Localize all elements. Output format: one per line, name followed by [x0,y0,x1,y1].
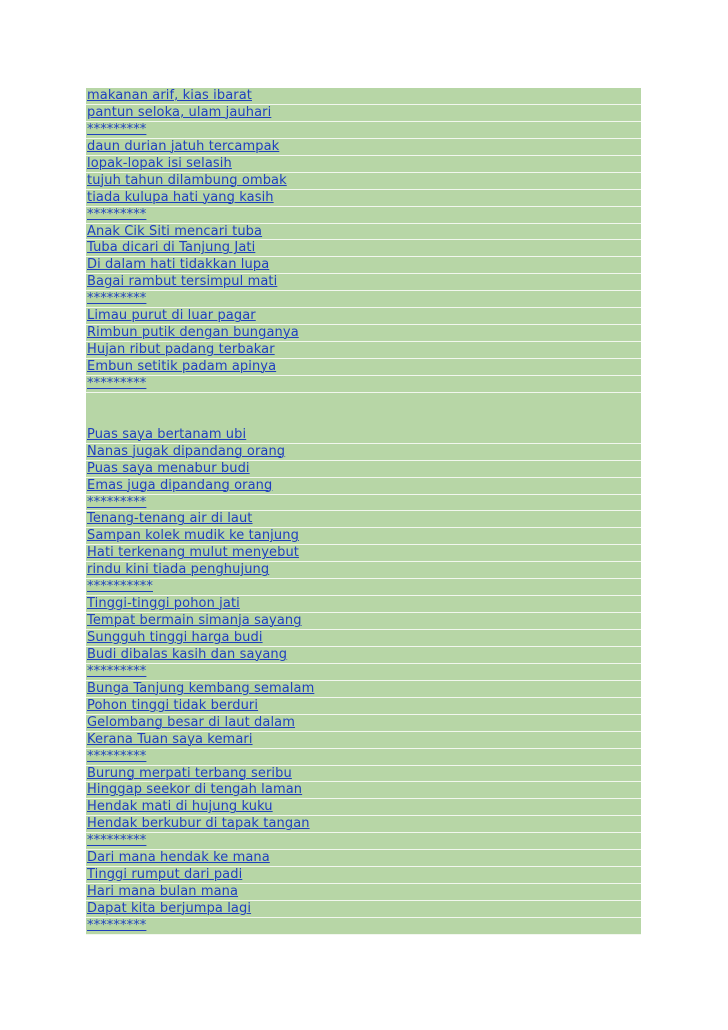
verse-line [86,647,641,664]
verse-line [86,105,641,122]
verse-link[interactable]: Embun setitik padam apinya [87,359,277,374]
verse-link[interactable]: Tinggi rumput dari padi [87,867,243,883]
verse-line [86,173,641,190]
verse-link[interactable]: Dapat kita berjumpa lagi [87,901,252,916]
verse-line [86,698,641,715]
separator-line [86,122,641,139]
separator-line [86,918,641,935]
verse-link[interactable]: Rimbun putik dengan bunganya [87,325,299,341]
verse-line [86,766,641,783]
verse-line [86,867,641,884]
verse-line [86,325,641,342]
verse-line [86,342,641,359]
verse-line [86,613,641,630]
separator-line [86,207,641,224]
verse-link[interactable]: Limau purut di luar pagar [87,308,256,324]
verse-link[interactable]: Bagai rambut tersimpul mati [87,274,278,290]
verse-line [86,427,641,444]
verse-line [86,274,641,291]
verse-line [86,528,641,545]
verse-link[interactable]: Tenang-tenang air di laut [87,511,253,527]
verse-line [86,901,641,918]
verse-line [86,732,641,749]
verse-line [86,596,641,613]
verse-link[interactable]: rindu kini tiada penghujung [87,562,270,578]
verse-link[interactable]: daun durian jatuh tercampak [87,138,280,154]
verse-link[interactable]: Puas saya menabur budi [87,460,250,476]
blank-line [86,410,641,427]
separator-text[interactable]: ********* [87,291,147,307]
verse-link[interactable]: Hati terkenang mulut menyebut [87,545,299,561]
verse-link[interactable]: Hujan ribut padang terbakar [87,342,275,358]
blank-line [86,393,641,410]
verse-line [86,444,641,461]
verse-line [86,562,641,579]
separator-text[interactable]: ********** [87,579,153,595]
pantun-text-block [86,88,641,935]
verse-link[interactable]: Bunga Tanjung kembang semalam [87,680,315,696]
verse-link[interactable]: Gelombang besar di laut dalam [87,714,296,730]
verse-line [86,139,641,156]
verse-link[interactable]: Burung merpati terbang seribu [87,765,292,781]
verse-line [86,782,641,799]
verse-link[interactable]: Emas juga dipandang orang [87,477,273,493]
verse-link[interactable]: Sungguh tinggi harga budi [87,630,263,645]
verse-line [86,308,641,325]
verse-link[interactable]: Sampan kolek mudik ke tanjung [87,528,299,544]
verse-link[interactable]: Di dalam hati tidakkan lupa [87,257,270,273]
separator-line [86,291,641,308]
verse-link[interactable]: Tinggi-tinggi pohon jati [87,596,240,612]
verse-link[interactable]: tiada kulupa hati yang kasih [87,189,274,205]
verse-line [86,715,641,732]
verse-link[interactable]: makanan arif, kias ibarat [87,88,252,103]
verse-link[interactable]: Hendak berkubur di tapak tangan [87,816,310,832]
verse-link[interactable]: Puas saya bertanam ubi [87,426,247,442]
separator-text[interactable]: ********* [87,748,147,764]
separator-line [86,833,641,850]
verse-link[interactable]: Nanas jugak dipandang orang [87,443,286,459]
separator-line [86,749,641,766]
separator-line [86,495,641,512]
verse-line [86,88,641,105]
verse-link[interactable]: Hari mana bulan mana [87,884,239,900]
separator-text[interactable]: ********* [87,833,147,849]
verse-line [86,630,641,647]
separator-text[interactable]: ********* [87,663,147,679]
verse-line [86,359,641,376]
verse-line [86,190,641,207]
separator-text[interactable]: ********* [87,917,147,933]
verse-link[interactable]: Pohon tinggi tidak berduri [87,697,259,713]
verse-link[interactable]: Kerana Tuan saya kemari [87,731,253,747]
verse-line [86,257,641,274]
verse-line [86,511,641,528]
verse-link[interactable]: Budi dibalas kasih dan sayang [87,646,288,662]
separator-text[interactable]: ********* [87,375,147,391]
separator-text[interactable]: ********* [87,494,147,510]
verse-line [86,156,641,173]
separator-line [86,579,641,596]
verse-line [86,240,641,257]
verse-link[interactable]: Hinggap seekor di tengah laman [87,782,303,798]
verse-line [86,478,641,495]
separator-line [86,664,641,681]
separator-text[interactable]: ********* [87,206,147,222]
verse-link[interactable]: lopak-lopak isi selasih [87,155,232,171]
verse-line [86,884,641,901]
verse-link[interactable]: Hendak mati di hujung kuku [87,799,273,815]
verse-line [86,461,641,478]
verse-line [86,545,641,562]
verse-link[interactable]: Tuba dicari di Tanjung Jati [87,240,256,256]
verse-link[interactable]: tujuh tahun dilambung ombak [87,172,287,188]
verse-line [86,850,641,867]
verse-line [86,681,641,698]
separator-line [86,376,641,393]
verse-line [86,799,641,816]
verse-line [86,816,641,833]
verse-link[interactable]: Dari mana hendak ke mana [87,850,270,866]
verse-link[interactable]: Anak Cik Siti mencari tuba [87,223,263,239]
verse-line [86,224,641,241]
verse-link[interactable]: Tempat bermain simanja sayang [87,613,302,629]
verse-link[interactable]: pantun seloka, ulam jauhari [87,104,272,120]
separator-text[interactable]: ********* [87,121,147,137]
